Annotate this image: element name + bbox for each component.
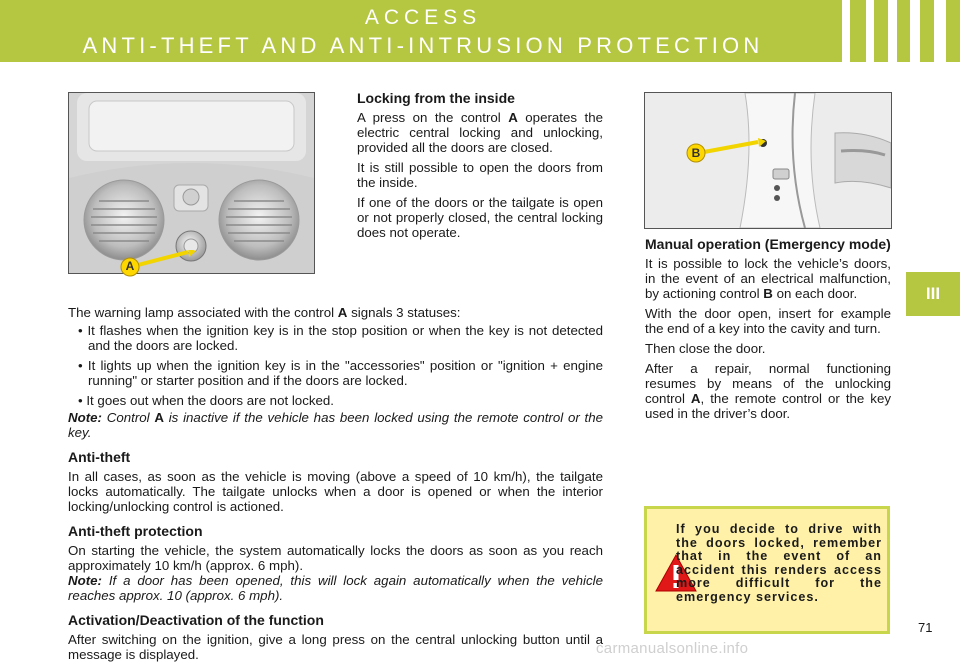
section-subtitle: ANTI-THEFT AND ANTI-INTRUSION PROTECTION (82, 33, 764, 58)
chapter-tab[interactable]: III (906, 272, 960, 316)
activation-heading: Activation/Deactivation of the function (68, 612, 324, 628)
callout-a-label: A (125, 259, 135, 273)
page-number: 71 (918, 620, 933, 635)
locking-inside-paragraph-1: A press on the control A operates the electric central locking and unlocking, provided all the doors are closed. (357, 110, 603, 155)
anti-theft-protection-text: On starting the vehicle, the system automatically locks the doors as soon as you reach approximately 10 km/h (approx. 6 mph). (68, 543, 603, 573)
dashboard-figure (68, 92, 315, 274)
activation-text: After switching on the ignition, give a long press on the central unlocking button until a message is displayed. (68, 632, 603, 662)
manual-operation-paragraph-3: Then close the door. (645, 341, 766, 356)
warning-lamp-note: Note: Control A is inactive if the vehicle has been locked using the remote control or the key. (68, 410, 603, 440)
watermark: carmanualsonline.info (596, 640, 749, 657)
dashboard-illustration (69, 93, 314, 273)
manual-operation-heading: Manual operation (Emergency mode) (645, 236, 891, 252)
warning-lamp-intro: The warning lamp associated with the control A signals 3 statuses: (68, 305, 461, 320)
anti-theft-protection-note: Note: If a door has been opened, this will lock again automatically when the vehicle reaches approx. 10 (approx. 6 mph). (68, 573, 603, 603)
anti-theft-protection-heading: Anti-theft protection (68, 523, 203, 539)
list-item: • It flashes when the ignition key is in the stop position or when the key is not detected and the doors are locked. (78, 323, 603, 353)
main-text-column (68, 305, 603, 667)
list-item: • It goes out when the doors are not locked. (78, 393, 334, 408)
locking-inside-paragraph-2: It is still possible to open the doors from the inside. (357, 160, 603, 190)
manual-operation-paragraph-2: With the door open, insert for example the end of a key into the cavity and turn. (645, 306, 891, 336)
page-header (0, 0, 960, 62)
locking-inside-section (357, 91, 603, 245)
anti-theft-heading: Anti-theft (68, 449, 131, 465)
anti-theft-text: In all cases, as soon as the vehicle is moving (above a speed of 10 km/h), the tailgate locks automatically. The tailgate unlocks when a door is opened or when the interior locking/unlocking control is actioned. (68, 469, 603, 514)
locking-inside-paragraph-3: If one of the doors or the tailgate is open or not properly closed, the central locking does not operate. (357, 195, 603, 240)
manual-operation-paragraph-1: It is possible to lock the vehicle’s doors, in the event of an electrical malfunction, by actioning control B on each door. (645, 256, 891, 301)
header-stripes (842, 0, 960, 62)
locking-inside-heading: Locking from the inside (357, 90, 515, 106)
warning-box-text: If you decide to drive with the doors locked, remember that in the event of an accident this renders access more difficult for the emergency services. (676, 522, 882, 604)
callout-b-label: B (691, 146, 701, 160)
manual-operation-section (645, 236, 891, 426)
list-item: • It lights up when the ignition key is in the "accessories" position or "ignition + engine running" or starter position and if the doors are locked. (78, 358, 603, 388)
manual-operation-paragraph-4: After a repair, normal functioning resumes by means of the unlocking control A, the remote control or the key used in the driver’s door. (645, 361, 892, 421)
section-title: ACCESS (364, 6, 482, 29)
